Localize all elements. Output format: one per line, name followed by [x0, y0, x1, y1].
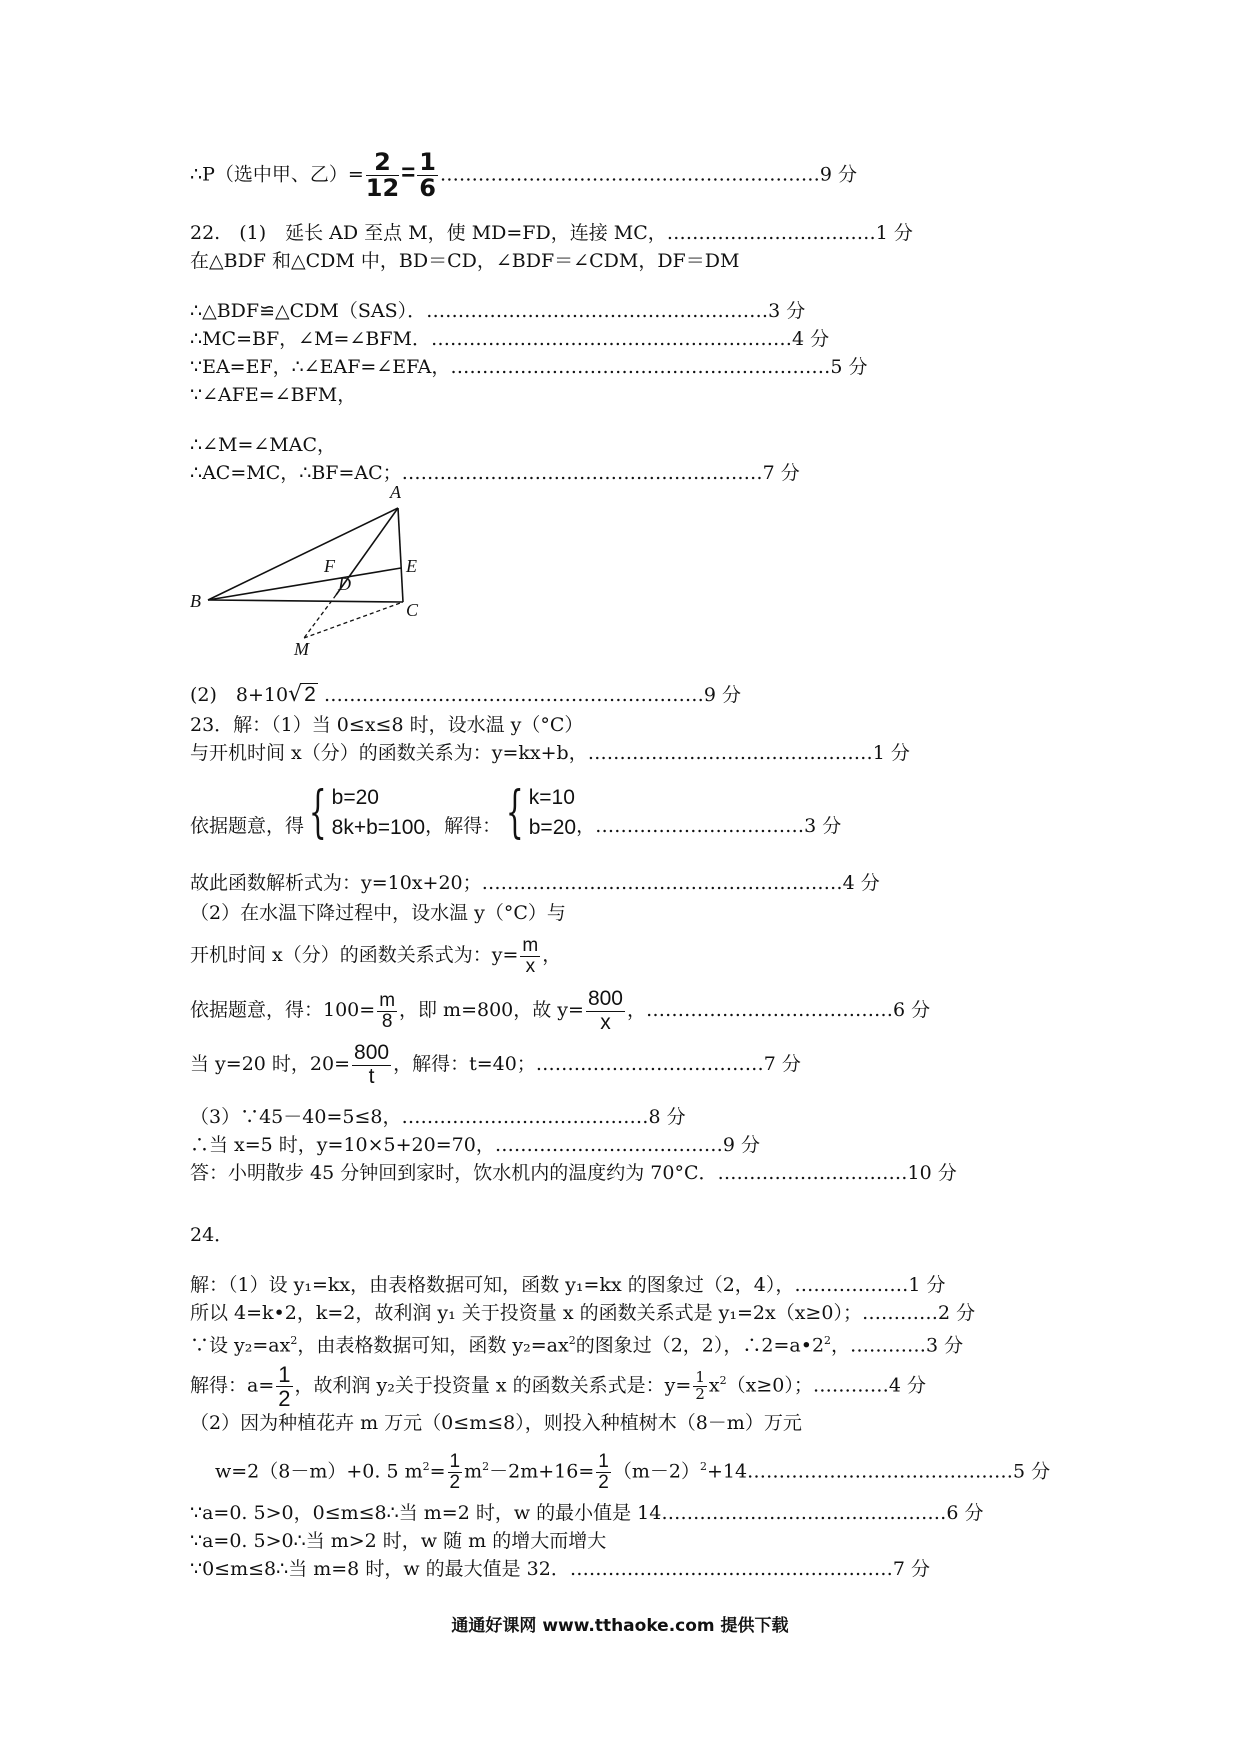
brace-left-1: {: [308, 780, 327, 845]
label-b: B: [190, 591, 201, 611]
q24-line-1: 解：（1）设 y₁=kx，由表格数据可知，函数 y₁=kx 的图象过（2，4），………………1 分: [190, 1274, 946, 1296]
label-e: E: [406, 556, 417, 576]
equation-system-1: b=20 8k+b=100: [331, 786, 426, 839]
q22-line-8: ∴AC=MC，∴BF=AC；…………………………………………………7 分: [190, 462, 800, 484]
q23-line-5: （2）在水温下降过程中，设水温 y（°C）与: [190, 902, 566, 924]
footer-credit: 通通好课网 www.tthaoke.com 提供下载: [451, 1616, 789, 1636]
equals-sign: =: [401, 159, 416, 187]
q22-line-7: ∴∠M=∠MAC，: [190, 434, 337, 456]
sqrt-radicand: 2: [304, 683, 316, 706]
q23-line-7: 依据题意，得：100= $\frac{m}{8}$ ，即 m=800，故 y= $\frac{800}{x}$ ，…………………………………6 分: [190, 987, 931, 1034]
label-m: M: [294, 639, 309, 655]
q24-line-8: ∵a=0. 5>0∴当 m>2 时，w 随 m 的增大而增大: [190, 1530, 607, 1552]
segment-bc: [208, 600, 403, 602]
q23-line-4: 故此函数解析式为：y=10x+20；…………………………………………………4 分: [190, 872, 880, 894]
segment-mc-dashed: [304, 602, 403, 638]
label-c: C: [406, 600, 419, 620]
fraction-2-12: $\frac{2}{12}$: [365, 148, 400, 203]
q23-system-line: 依据题意，得{ b=20 8k+b=100 ，解得：{ k=10 b=20 ，……………………………3 分: [190, 780, 842, 845]
q23-line-1: 23．解：（1）当 0≤x≤8 时，设水温 y（°C）: [190, 714, 584, 736]
label-f: F: [324, 556, 335, 576]
q22-line-4: ∴MC=BF，∠M=∠BFM．…………………………………………………4 分: [190, 328, 830, 350]
segment-ba: [208, 508, 398, 600]
q23-line-8: 当 y=20 时，20= $\frac{800}{t}$ ，解得：t=40；………………………………7 分: [190, 1041, 801, 1088]
triangle-figure: [186, 480, 446, 655]
fraction-800-t: $\frac{800}{t}$: [354, 1041, 390, 1088]
q24-line-4: 解得：a= $\frac{1}{2}$ ，故利润 y₂关于投资量 x 的函数关系式是：y= $\frac{1}{2}$ $x^2(x\ge 0)$；…………4 分: [190, 1361, 926, 1411]
q24-line-5: （2）因为种植花卉 m 万元（0≤m≤8），则投入种植树木（8－m）万元: [190, 1412, 802, 1434]
q24-number: 24．: [190, 1224, 234, 1246]
q24-line-3: ∵设 $y_2=ax^2$，由表格数据可知，函数 $y_2=ax^2$的图象过（2，2），$\therefore 2=a•2^2$，…………3 分: [190, 1334, 964, 1357]
q24-line-7: ∵a=0. 5>0，0≤m≤8∴当 m=2 时，w 的最小值是 14………………………………………6 分: [190, 1502, 984, 1524]
q24-line-9: ∵0≤m≤8∴当 m=8 时，w 的最大值是 32．……………………………………………7 分: [190, 1558, 930, 1580]
label-d: D: [338, 574, 351, 594]
fraction-one-half-small: $\frac{1}{2}$: [695, 1368, 705, 1403]
q24-line-2: 所以 4=k•2，k=2，故利润 y₁ 关于投资量 x 的函数关系式是 y₁=2x（x≥0）；…………2 分: [190, 1302, 976, 1324]
q23-answer: 答：小明散步 45 分钟回到家时，饮水机内的温度约为 70°C．…………………………10 分: [190, 1162, 957, 1184]
segment-ac: [398, 508, 403, 602]
q22-line-5: ∵EA=EF，∴∠EAF=∠EFA，……………………………………………………5 分: [190, 356, 868, 378]
fraction-800-x: $\frac{800}{x}$: [587, 987, 623, 1034]
fraction-half-2: $\frac{1}{2}$: [598, 1450, 609, 1493]
fraction-1-6: $\frac{1}{6}$: [419, 148, 436, 203]
q23-line-9: （3）∵45－40=5≤8，…………………………………8 分: [190, 1106, 686, 1128]
brace-left-2: {: [506, 780, 524, 845]
fraction-m-8: $\frac{m}{8}$: [379, 989, 396, 1032]
q24-line-6: w=2（8－m）+0. 5 $m^2=$ $\frac{1}{2}$ $m^2-2m+16=$ $\frac{1}{2}$ $(m-2)^2+14\dots\dots\dots\dots\dots\dots\dots\dots\dots\dots\dots\dots\dots\dots 5$ 分: [215, 1450, 1051, 1493]
q23-line-10: ∴当 x=5 时，y=10×5+20=70，………………………………9 分: [190, 1134, 760, 1156]
q23-line-2: 与开机时间 x（分）的函数关系为：y=kx+b，………………………………………1 分: [190, 742, 910, 764]
segment-be: [208, 568, 401, 600]
label-a: A: [390, 482, 401, 502]
q22-line-1: 22. (1) 延长 AD 至点 M，使 MD=FD，连接 MC，……………………………1 分: [190, 222, 913, 244]
fraction-one-half: $\frac{1}{2}$: [278, 1361, 291, 1411]
equation-system-2: k=10 b=20: [528, 786, 577, 839]
q22-line-2: 在△BDF 和△CDM 中，BD＝CD，∠BDF＝∠CDM，DF＝DM: [190, 250, 740, 272]
fraction-m-x: $\frac{m}{x}$: [522, 934, 539, 977]
q23-line-6: 开机时间 x（分）的函数关系式为：y= $\frac{m}{x}$ ，: [190, 934, 562, 977]
q22-line-3: ∴△BDF≌△CDM（SAS）．………………………………………………3 分: [190, 300, 806, 322]
fraction-half-1: $\frac{1}{2}$: [449, 1450, 461, 1493]
q22-part2: (2) 8+10√2 ……………………………………………………9 分: [190, 682, 742, 707]
answer-line-probability: ∴P（选中甲、乙）= $\frac{2}{12}$ = $\frac{1}{6}$ ……………………………………………………9 分: [190, 148, 858, 203]
q22-line-6: ∵∠AFE=∠BFM，: [190, 384, 357, 406]
